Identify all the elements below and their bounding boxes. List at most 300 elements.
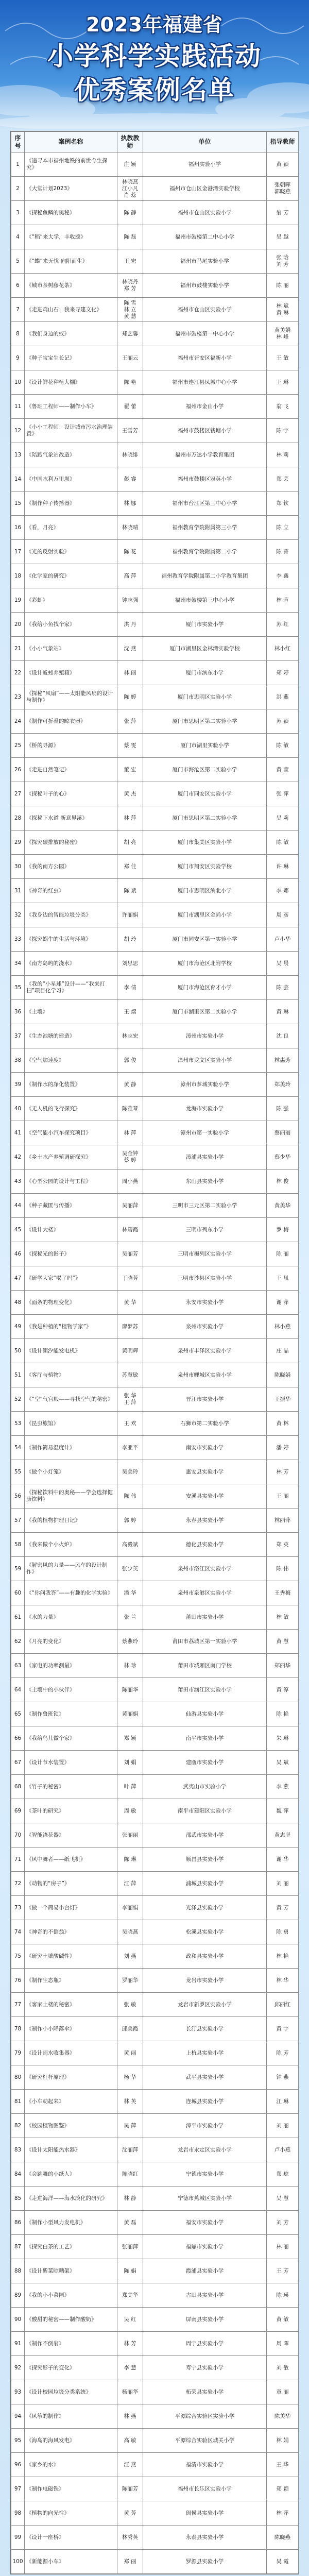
table-row <box>11 1799 299 1823</box>
cell-teacher: 杨丽华 <box>117 2380 143 2404</box>
cell-no: 33 <box>11 927 25 952</box>
cell-teacher: 黄 丽 <box>117 2041 143 2065</box>
table-row <box>11 492 299 516</box>
cell-teacher: 周 敏 <box>117 1799 143 1823</box>
cell-unit: 泉州市鲤城区实验小学 <box>143 1363 267 1387</box>
cell-advisor: 郑 婷 <box>267 661 299 685</box>
cell-title: 《探究碳排放的秘密》 <box>25 831 117 855</box>
cell-title: 《我给鸟儿做个家》 <box>25 1726 117 1751</box>
cell-title: 《心型公园的设计与工程》 <box>25 1170 117 1194</box>
table-row <box>11 588 299 613</box>
table-row <box>11 1460 299 1484</box>
table-row <box>11 564 299 588</box>
cell-title: 《做个小灯笼》 <box>25 1460 117 1484</box>
cell-teacher: 陈 琳 <box>117 1848 143 1872</box>
cell-title: 《水的力量》 <box>25 1605 117 1630</box>
cell-no: 93 <box>11 2380 25 2404</box>
table-row <box>11 516 299 540</box>
cell-title: 《设计雨水收集器》 <box>25 2041 117 2065</box>
cell-unit: 仙游县实验小学 <box>143 1702 267 1726</box>
cell-title: 《我身边的智能垃圾分类》 <box>25 903 117 927</box>
cell-advisor: 钟 燕 <box>267 2065 299 2090</box>
cell-teacher: 林 静 <box>117 2187 143 2211</box>
cell-advisor: 林 俊 <box>267 1170 299 1194</box>
cell-title: 《制作小小降落伞》 <box>25 2017 117 2041</box>
cell-unit: 福州市仓山区实验小学 <box>143 298 267 322</box>
table-row <box>11 152 299 177</box>
cell-teacher: 苏慧敏 <box>117 1363 143 1387</box>
cell-advisor: 陈 伟 <box>267 1557 299 1581</box>
cell-no: 72 <box>11 1872 25 1896</box>
table-row <box>11 395 299 419</box>
cell-no: 68 <box>11 1775 25 1799</box>
cell-teacher: 陈雅琴 <box>117 1097 143 1121</box>
table-row <box>11 2308 299 2332</box>
cell-advisor: 陈 芸 <box>267 976 299 1000</box>
cell-unit: 莆田市城厢区南门学校 <box>143 1654 267 1678</box>
column-header-teacher: 执教教师 <box>117 132 143 152</box>
cell-title: 《制作电磁铁》 <box>25 2477 117 2501</box>
cell-advisor: 黄 敏 <box>267 2308 299 2332</box>
table-row <box>11 1533 299 1557</box>
cell-advisor: 许 琳 <box>267 855 299 879</box>
cell-advisor: 王振华 <box>267 1387 299 1412</box>
cell-no: 83 <box>11 2138 25 2162</box>
cell-teacher: 郑 颖 <box>117 1726 143 1751</box>
cell-unit: 厦门市滨东小学 <box>143 661 267 685</box>
cell-title: 《解密风的力量——风车的设计制作》 <box>25 1557 117 1581</box>
cell-teacher: 王 熠 <box>117 1000 143 1024</box>
cell-teacher: 吴美玲 <box>117 1460 143 1484</box>
cell-title: 《制作鲁班锁》 <box>25 1702 117 1726</box>
cell-unit: 三明市列东小学 <box>143 1218 267 1242</box>
table-row <box>11 1097 299 1121</box>
cell-no: 84 <box>11 2162 25 2187</box>
cell-advisor: 谢 华 <box>267 1848 299 1872</box>
cell-advisor: 王 芳 <box>267 2259 299 2283</box>
cell-advisor: 吴 莉 <box>267 806 299 831</box>
cell-title: 《无人机的飞行探究》 <box>25 1097 117 1121</box>
table-row <box>11 1581 299 1605</box>
cell-advisor: 苏 红 <box>267 613 299 637</box>
cell-title: 《探秘下水道 新意界溪》 <box>25 806 117 831</box>
cell-title: 《探究影子的变化》 <box>25 2356 117 2380</box>
cell-no: 29 <box>11 831 25 855</box>
cell-no: 87 <box>11 2235 25 2259</box>
table-row <box>11 2235 299 2259</box>
cell-title: 《茶叶的研究》 <box>25 1799 117 1823</box>
table-row <box>11 1000 299 1024</box>
cell-title: 《“蝶”来无忧 向阳而生》 <box>25 249 117 274</box>
cell-no: 73 <box>11 1896 25 1920</box>
cell-advisor: 林 敏 <box>267 1605 299 1630</box>
cell-teacher: 陈 静 <box>117 201 143 225</box>
cell-teacher: 陈 伟 <box>117 1484 143 1509</box>
cell-title: 《彩虹》 <box>25 588 117 613</box>
cell-title: 《土壤》 <box>25 1000 117 1024</box>
table-row <box>11 927 299 952</box>
cell-title: 《制作小型风力发电机》 <box>25 2211 117 2235</box>
cell-no: 66 <box>11 1726 25 1751</box>
table-row <box>11 734 299 758</box>
cell-teacher: 陈丽芳 <box>117 2477 143 2501</box>
cell-title: 《面条的物理变化》 <box>25 1291 117 1315</box>
cell-title: 《乡土水产养殖调研探究》 <box>25 1145 117 1170</box>
table-row <box>11 249 299 274</box>
cell-unit: 闽侯县实验小学 <box>143 2501 267 2526</box>
cell-title: 《追寻本市福州地铁的前世今生探究》 <box>25 152 117 177</box>
cell-no: 91 <box>11 2332 25 2356</box>
cell-teacher: 林秀英 <box>117 2526 143 2550</box>
cell-teacher: 黄丽娟 <box>117 1702 143 1726</box>
table-row <box>11 1339 299 1363</box>
cell-unit: 福州市金山小学 <box>143 395 267 419</box>
cell-title: 《探秘“风扇”——太阳能风扇的设计与制作》 <box>25 685 117 709</box>
cell-no: 79 <box>11 2041 25 2065</box>
cell-unit: 厦门市思明区滨北小学 <box>143 879 267 903</box>
cell-advisor: 邱丽红 <box>267 1993 299 2017</box>
cell-advisor: 林 芳 <box>267 1460 299 1484</box>
cell-advisor: 郑 英 <box>267 1533 299 1557</box>
cell-teacher: 陈晓红 <box>117 2162 143 2187</box>
table-row <box>11 1678 299 1702</box>
table-row <box>11 637 299 661</box>
cell-unit: 上杭县实验小学 <box>143 2041 267 2065</box>
cell-title: 《制作生态瓶》 <box>25 1969 117 1993</box>
cell-teacher: 黄 磊 <box>117 2211 143 2235</box>
cell-advisor: 郑 颖 <box>267 2477 299 2501</box>
cell-unit: 厦门市翔安区实验学校 <box>143 855 267 879</box>
cell-no: 64 <box>11 1678 25 1702</box>
cell-advisor: 林 萍 <box>267 2501 299 2526</box>
cell-advisor: 谢 萍 <box>267 1291 299 1315</box>
cell-teacher: 张少英 <box>117 1557 143 1581</box>
cell-unit: 邵武市实验小学 <box>143 1823 267 1848</box>
cell-advisor: 吴 霞 <box>267 2550 299 2574</box>
table-row <box>11 1218 299 1242</box>
cell-title: 《走进鸡山石：我来寻建文化》 <box>25 298 117 322</box>
cell-teacher: 杨 华 <box>117 2065 143 2090</box>
cell-teacher: 蔡燕玲 <box>117 1630 143 1654</box>
cell-title: 《探究白茶的工艺》 <box>25 2235 117 2259</box>
cell-unit: 龙岩市永定区实验小学 <box>143 2138 267 2162</box>
cell-no: 26 <box>11 758 25 782</box>
cell-title: 《竹子的秘密》 <box>25 1775 117 1799</box>
cell-title: 《我的南方公园》 <box>25 855 117 879</box>
cell-teacher: 李亚平 <box>117 1436 143 1460</box>
cell-teacher: 蔡 雯 <box>117 734 143 758</box>
cell-unit: 三明市梅列区实验小学 <box>143 1242 267 1266</box>
cell-unit: 漳州市实验小学 <box>143 1024 267 1048</box>
cell-teacher: 高 萍 <box>117 564 143 588</box>
cell-title: 《研究杠杆原理》 <box>25 2065 117 2090</box>
results-table <box>11 131 299 2574</box>
cell-title: 《智能浇花器》 <box>25 1823 117 1848</box>
cell-teacher: 陈 艳 <box>117 370 143 395</box>
cell-unit: 德化县实验小学 <box>143 1533 267 1557</box>
cell-advisor: 林 艳 <box>267 1944 299 1969</box>
cell-teacher: 陈 磊 <box>117 225 143 249</box>
cell-advisor: 王秀梅 <box>267 1581 299 1605</box>
cell-teacher: 高 敏 <box>117 2429 143 2453</box>
cell-title: 《海岛的海风发电》 <box>25 2429 117 2453</box>
column-header-advisor: 指导教师 <box>267 132 299 152</box>
cell-teacher: 张丽萍 <box>117 2235 143 2259</box>
cell-unit: 福州市仓山区实验小学 <box>143 201 267 225</box>
cell-teacher: 叶 萍 <box>117 1775 143 1799</box>
cell-advisor: 张 萍 <box>267 782 299 806</box>
cell-no: 65 <box>11 1702 25 1726</box>
cell-title: 《“稻”来大学，丰收颂》 <box>25 225 117 249</box>
table-row <box>11 1194 299 1218</box>
table-row <box>11 2138 299 2162</box>
cell-no: 3 <box>11 201 25 225</box>
cell-advisor: 郑 芸 <box>267 467 299 492</box>
cell-teacher: 庄 颖 <box>117 152 143 177</box>
cell-no: 16 <box>11 516 25 540</box>
cell-no: 22 <box>11 661 25 685</box>
cell-advisor: 林 华 <box>267 1969 299 1993</box>
table-row <box>11 2477 299 2501</box>
cell-advisor: 翁 芳 <box>267 201 299 225</box>
table-row <box>11 2283 299 2308</box>
cell-no: 51 <box>11 1363 25 1387</box>
cell-unit: 福州市晋安区福新小学 <box>143 346 267 370</box>
cell-no: 74 <box>11 1920 25 1944</box>
table-row <box>11 1775 299 1799</box>
cell-teacher: 林 萍 <box>117 1121 143 1145</box>
cell-title: 《南方岛屿的浇水》 <box>25 952 117 976</box>
cell-no: 81 <box>11 2090 25 2114</box>
table-row <box>11 806 299 831</box>
table-row <box>11 1363 299 1387</box>
cell-title: 《神奇的红虫》 <box>25 879 117 903</box>
table-row <box>11 1993 299 2017</box>
cell-unit: 厦门市思明区第二实验小学 <box>143 806 267 831</box>
cell-teacher: 黄 杰 <box>117 782 143 806</box>
cell-unit: 厦门市海沧区第二实验小学 <box>143 758 267 782</box>
cell-advisor: 陈 艳 <box>267 1702 299 1726</box>
cell-advisor: 陈 菁 <box>267 540 299 564</box>
table-row <box>11 1848 299 1872</box>
cell-teacher: 王丽云 <box>117 346 143 370</box>
cell-teacher: 董 宏 <box>117 758 143 782</box>
cell-advisor: 刘 敏 <box>267 2356 299 2380</box>
cell-unit: 顺昌县实验小学 <box>143 1848 267 1872</box>
table-row <box>11 1920 299 1944</box>
table-row <box>11 177 299 201</box>
table-row <box>11 1121 299 1145</box>
cell-title: 《我的“小星球”设计——“我来打扫”项目化学习》 <box>25 976 117 1000</box>
cell-no: 36 <box>11 1000 25 1024</box>
cell-teacher: 罗丽华 <box>117 1969 143 1993</box>
cell-no: 28 <box>11 806 25 831</box>
cell-unit: 浦城县实验小学 <box>143 1872 267 1896</box>
cell-teacher: 张丽丽 <box>117 1823 143 1848</box>
cell-no: 71 <box>11 1848 25 1872</box>
cell-unit: 厦门市海沧区北附学校 <box>143 952 267 976</box>
cell-unit: 三明市沙县区实验小学 <box>143 1266 267 1291</box>
cell-no: 39 <box>11 1073 25 1097</box>
cell-title: 《走进自然笔记》 <box>25 758 117 782</box>
cell-teacher: 郭 俊 <box>117 1048 143 1073</box>
table-row <box>11 2187 299 2211</box>
table-row <box>11 2259 299 2283</box>
cell-advisor: 章 丽 <box>267 2380 299 2404</box>
cell-no: 94 <box>11 2404 25 2429</box>
cell-unit: 连城县实验小学 <box>143 2090 267 2114</box>
cell-title: 《风中舞者——纸飞机》 <box>25 1848 117 1872</box>
cell-advisor: 翁 飞 <box>267 395 299 419</box>
table-row <box>11 903 299 927</box>
cell-advisor: 陈 丽 <box>267 274 299 298</box>
cell-unit: 福州市鼓楼第二中心小学 <box>143 225 267 249</box>
cell-advisor: 庄 晶 <box>267 1339 299 1363</box>
cell-title: 《看，月亮》 <box>25 516 117 540</box>
cell-teacher: 黄 静 <box>117 1073 143 1097</box>
cell-advisor: 陈 芳 <box>267 2041 299 2065</box>
cell-unit: 漳州市芗城实验小学 <box>143 1073 267 1097</box>
title-activity: 小学科学实践活动 <box>47 41 262 71</box>
table-row <box>11 2041 299 2065</box>
cell-advisor: 吴 越 <box>267 225 299 249</box>
cell-teacher: 林 英 <box>117 2090 143 2114</box>
cell-no: 57 <box>11 1509 25 1533</box>
cell-no: 48 <box>11 1291 25 1315</box>
cell-unit: 建瓯市实验小学 <box>143 1751 267 1775</box>
cell-title: 《空气能小汽车探究项目》 <box>25 1121 117 1145</box>
cell-advisor: 黄 莹 <box>267 758 299 782</box>
cell-no: 11 <box>11 395 25 419</box>
cell-no: 69 <box>11 1799 25 1823</box>
cell-no: 25 <box>11 734 25 758</box>
cell-advisor: 黄 淳 <box>267 1678 299 1702</box>
page-header <box>0 0 309 129</box>
cell-title: 《我们身边的蚁》 <box>25 322 117 346</box>
cell-title: 《“你问我答”——有趣的化学实验》 <box>25 1581 117 1605</box>
cell-title: 《设计蚯蚓养殖箱》 <box>25 661 117 685</box>
cell-no: 27 <box>11 782 25 806</box>
table-row <box>11 879 299 903</box>
cell-title: 《家电的功率测量》 <box>25 1654 117 1678</box>
cell-no: 59 <box>11 1557 25 1581</box>
cell-teacher: 王 欢 <box>117 1412 143 1436</box>
cell-no: 85 <box>11 2187 25 2211</box>
cell-advisor: 洪 燕 <box>267 685 299 709</box>
cell-teacher: 陈 花 <box>117 540 143 564</box>
cell-no: 34 <box>11 952 25 976</box>
cell-title: 《制作种子传播器》 <box>25 492 117 516</box>
cell-teacher: 林晓晴 <box>117 516 143 540</box>
cell-no: 13 <box>11 443 25 467</box>
table-row <box>11 298 299 322</box>
cell-unit: 厦门市集美区实验小学 <box>143 831 267 855</box>
cell-teacher: 沈丽萍 <box>117 2138 143 2162</box>
table-row <box>11 1630 299 1654</box>
cell-teacher: 周小燕 <box>117 1170 143 1194</box>
cell-title: 《我的小小菜园》 <box>25 2283 117 2308</box>
cell-teacher: 黄明辉 <box>117 1339 143 1363</box>
table-row <box>11 782 299 806</box>
cell-unit: 福鼎市实验小学 <box>143 2235 267 2259</box>
cell-title: 《做一个简易小台灯》 <box>25 1896 117 1920</box>
cell-unit: 福州市长乐区实验小学 <box>143 2477 267 2501</box>
cell-teacher: 黄 芳 <box>117 2501 143 2526</box>
cell-no: 14 <box>11 467 25 492</box>
table-row <box>11 1242 299 1266</box>
cell-advisor: 朱 琳 <box>267 1726 299 1751</box>
cell-unit: 厦门市湖里实验小学 <box>143 734 267 758</box>
cell-unit: 厦门市实验小学 <box>143 613 267 637</box>
cell-title: 《新能源小车》 <box>25 2550 117 2574</box>
cell-no: 82 <box>11 2114 25 2138</box>
table-row <box>11 952 299 976</box>
cell-no: 76 <box>11 1969 25 1993</box>
cell-title: 《研学大家“喝了吗”》 <box>25 1266 117 1291</box>
cell-teacher: 翟 蕾 <box>117 395 143 419</box>
cell-no: 96 <box>11 2453 25 2477</box>
cell-teacher: 吴金钟 蔡 婷 <box>117 1145 143 1170</box>
cell-title: 《探究蜗牛的生活与环境》 <box>25 927 117 952</box>
table-row <box>11 613 299 637</box>
cell-advisor: 黄美娟 林 峰 <box>267 322 299 346</box>
cell-advisor: 江 琳 <box>267 2090 299 2114</box>
cell-teacher: 江 燕 <box>117 2453 143 2477</box>
cell-unit: 安溪县实验小学 <box>143 1484 267 1509</box>
cell-advisor: 黄 林 <box>267 1412 299 1436</box>
cell-no: 63 <box>11 1654 25 1678</box>
cell-teacher: 郑 丽 <box>117 2550 143 2574</box>
cell-unit: 石狮市第二实验小学 <box>143 1412 267 1436</box>
table-row <box>11 2501 299 2526</box>
cell-teacher: 李丽娟 <box>117 1896 143 1920</box>
cell-unit: 福州市鼓楼第一中心小学 <box>143 322 267 346</box>
cell-no: 19 <box>11 588 25 613</box>
cell-advisor: 林丽萍 <box>267 1509 299 1533</box>
cell-advisor: 蔡少华 <box>267 1145 299 1170</box>
table-row <box>11 443 299 467</box>
cell-advisor: 罗 梅 <box>267 1218 299 1242</box>
cell-unit: 三明市三元区第二实验小学 <box>143 1194 267 1218</box>
cell-title: 《制作不倒翁》 <box>25 2332 117 2356</box>
cell-teacher: 林晓绯 <box>117 443 143 467</box>
cell-no: 70 <box>11 1823 25 1848</box>
table-row <box>11 2211 299 2235</box>
cell-teacher: 王雪芳 <box>117 419 143 443</box>
cell-title: 《探秘叶子的心》 <box>25 782 117 806</box>
cell-advisor: 吴 慧 <box>267 2187 299 2211</box>
cell-teacher: 胡 亮 <box>117 831 143 855</box>
cell-no: 42 <box>11 1145 25 1170</box>
table-row <box>11 2017 299 2041</box>
cell-advisor: 陈 敏 <box>267 831 299 855</box>
cell-teacher: 张 萍 <box>117 709 143 734</box>
cell-no: 40 <box>11 1097 25 1121</box>
cell-teacher: 黄 华 <box>117 1291 143 1315</box>
column-header-title: 案例名称 <box>25 132 117 152</box>
cell-title: 《设计紫菜晾晒架》 <box>25 2259 117 2283</box>
cell-teacher: 吴 红 <box>117 2308 143 2332</box>
table-row <box>11 1412 299 1436</box>
cell-unit: 福州市马尾实验小学 <box>143 249 267 274</box>
cell-advisor: 刘 丽 <box>267 1872 299 1896</box>
cell-advisor: 黄 琳 <box>267 1000 299 1024</box>
cell-no: 1 <box>11 152 25 177</box>
cell-teacher: 陈 斌 <box>117 879 143 903</box>
cell-unit: 晋江市实验小学 <box>143 1387 267 1412</box>
table-row <box>11 274 299 298</box>
cell-advisor: 林 丽 <box>267 2235 299 2259</box>
